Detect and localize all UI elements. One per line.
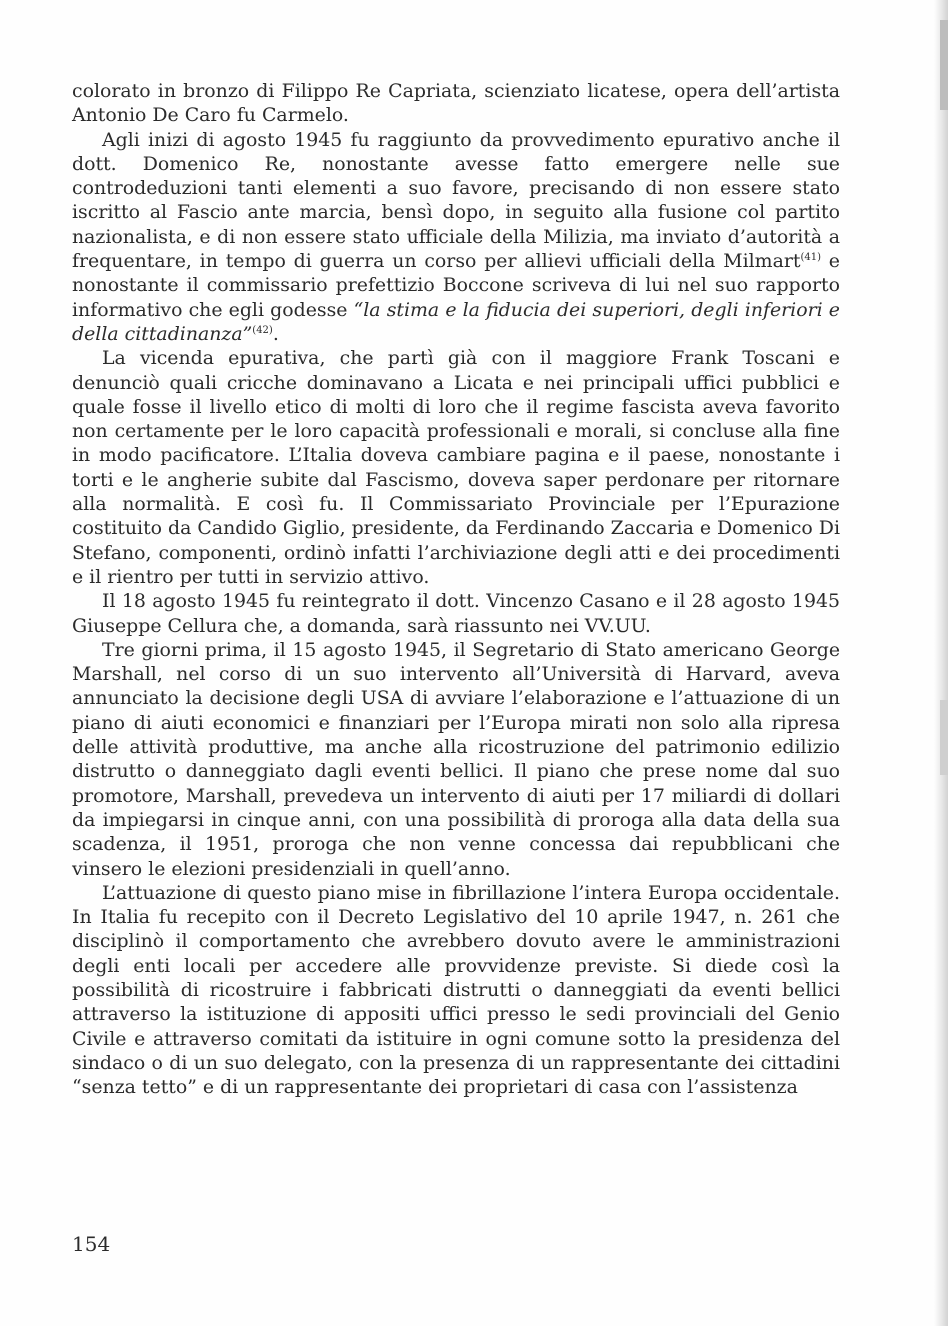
footnote-ref: (41) — [800, 252, 821, 264]
paragraph-domenico-re — [72, 128, 840, 347]
paragraph-marshall: Tre giorni prima, il 15 agosto 1945, il Segretario di Stato americano George Marshall, nel corso di un suo intervento all’Università di Harvard, aveva annunciato la decisione degli USA di avviare l’elaborazione e l’attuazione di un piano di aiuti economici e finanziari per l’Europa mirati non solo alla ripresa delle attività produttive, ma anche alla ricostruzione del patrimonio edilizio distrutto o danneggiato dagli eventi bellici. Il piano che prese nome dal suo promotore, Marshall, prevedeva un intervento di aiuti per 17 miliardi di dollari da impiegarsi in cinque anni, con una possibilità di proroga alla data della sua scadenza, il 1951, proroga che non venne concessa dai repubblicani che vinsero le elezioni presidenziali in quell’anno. — [72, 638, 840, 880]
paragraph-text: . — [272, 322, 279, 345]
paragraph-attuazione: L’attuazione di questo piano mise in fibrillazione l’intera Europa occidentale. In Italia fu recepito con il Decreto Legislativo del 10 aprile 1947, n. 261 che disciplinò il comportamento che avrebbero dovuto avere le amministrazioni degli enti locali per accedere alle provvidenze previste. Si diede così la possibilità di ricostruire i fabbricati distrutti o danneggiati da eventi bellici attraverso la istituzione di appositi uffici presso le sedi provinciali del Genio Civile e attraverso comitati da istituire in ogni comune sotto la presidenza del sindaco o di un suo delegato, con la presenza di un rappresentante dei cittadini “senza tetto” e di un rappresentante dei proprietari di casa con l’assistenza — [72, 881, 840, 1099]
page-number: 154 — [72, 1232, 111, 1256]
footnote-ref: (42) — [252, 324, 273, 336]
paragraph-reintegro: Il 18 agosto 1945 fu reintegrato il dott. Vincenzo Casano e il 28 agosto 1945 Giuseppe Cellura che, a domanda, sarà riassunto nei VV.UU. — [72, 590, 840, 637]
body-text — [72, 79, 840, 1099]
paragraph-epurazione: La vicenda epurativa, che partì già con il maggiore Frank Toscani e denunciò quali cricche dominavano a Licata e nei principali uffici pubblici e quale fosse il livello etico di molti di loro che il regime fascista aveva favorito non certamente per le loro capacità professionali e morali, si concluse alla fine in modo pacificatore. L’Italia doveva cambiare pagina e il paese, nonostante i torti e le angherie subite dal Fascismo, doveva saper perdonare per ritornare alla normalità. E così fu. Il Commissariato Provinciale per l’Epurazione costituito da Candido Giglio, presidente, da Ferdinando Zaccaria e Domenico Di Stefano, componenti, ordinò infatti l’archiviazione degli atti e dei procedimenti e il rientro per tutti in servizio attivo. — [72, 347, 840, 588]
paragraph-text: Agli inizi di agosto 1945 fu raggiunto da provvedimento epurativo anche il dott. Domenico Re, nonostante avesse fatto emergere nelle sue controdeduzioni tanti elementi a suo favore, precisando di non essere stato iscritto al Fascio ante marcia, bensì dopo, in seguito alla fusione col partito nazionalista, e di non essere stato ufficiale della Milizia, ma inviato d’autorità a frequentare, in tempo di guerra un corso per allievi ufficiali della Milmart — [72, 128, 840, 273]
page-edge-shadow — [934, 0, 948, 1326]
paragraph-continuation: colorato in bronzo di Filippo Re Capriata, scienziato licatese, opera dell’artista Antonio De Caro fu Carmelo. — [72, 80, 840, 127]
paragraph-text: e nonostante il commissario prefettizio Boccone scriveva di lui nel suo rapporto informativo che egli godesse — [72, 250, 840, 321]
quoted-text: “la stima e la fiducia dei superiori, degli inferiori e della cittadinanza” — [72, 298, 840, 345]
scan-edge-mark — [940, 20, 948, 110]
scan-edge-mark — [940, 700, 948, 775]
